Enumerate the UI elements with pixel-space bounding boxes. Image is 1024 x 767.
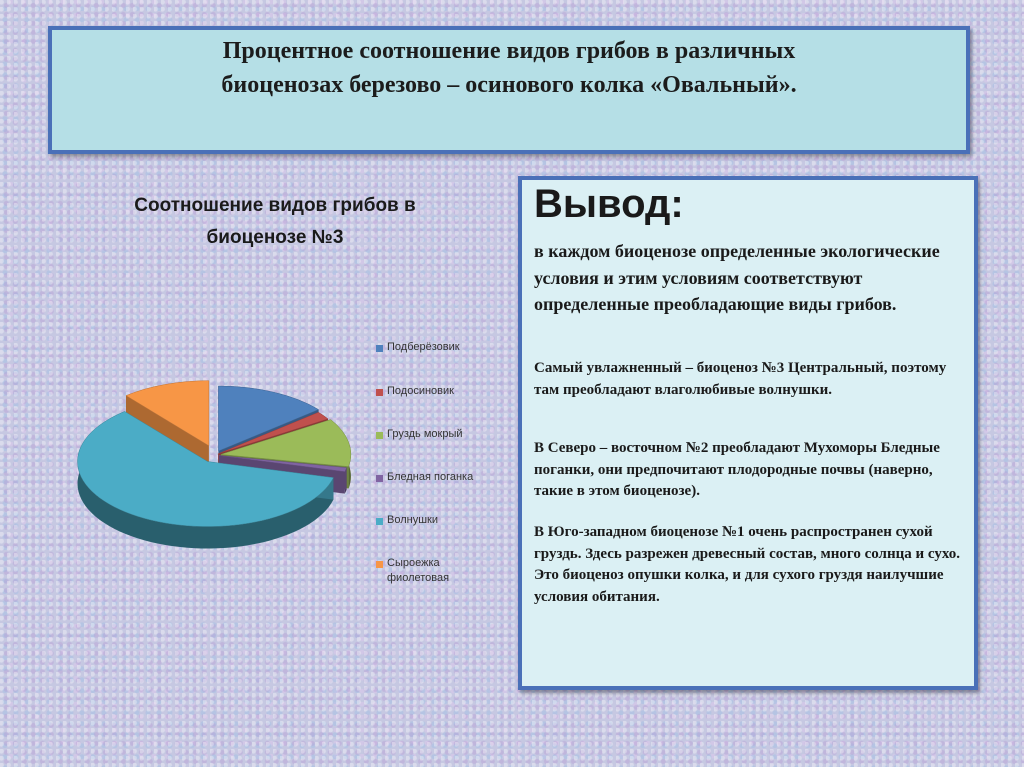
- chart-title-line2: биоценозе №3: [206, 227, 344, 248]
- slide-title-line2: биоценозах березово – осинового колка «Овальный».: [221, 72, 797, 98]
- slide-title-line1: Процентное соотношение видов грибов в различных: [222, 38, 796, 64]
- conclusion-paragraph-1: в каждом биоценозе определенные экологические условия и этим условиям соответствуют определенные преобладающие виды грибов.: [534, 241, 940, 314]
- legend-swatch: [376, 561, 383, 568]
- legend-label: Бледная поганка: [387, 471, 474, 483]
- conclusion-box: [518, 176, 978, 690]
- conclusion-paragraph-2: Самый увлажненный – биоценоз №3 Центральный, поэтому там преобладают влаголюбивые волнушки.: [534, 360, 947, 398]
- legend-swatch: [376, 389, 383, 396]
- chart-title-line1: Соотношение видов грибов в: [134, 195, 416, 216]
- legend-label: Груздь мокрый: [387, 428, 463, 440]
- legend-swatch: [376, 432, 383, 439]
- legend-label: Подосиновик: [387, 385, 454, 397]
- legend-label: Сыроежка фиолетовая: [387, 557, 450, 584]
- conclusion-paragraph-3: В Северо – восточном №2 преобладают Мухоморы Бледные поганки, они предпочитают плодородные почвы (наверно, такие в этом биоценозе).: [534, 440, 940, 499]
- conclusion-heading: Вывод:: [534, 182, 684, 226]
- legend-swatch: [376, 475, 383, 482]
- legend-swatch: [376, 518, 383, 525]
- legend-label: Волнушки: [387, 514, 438, 526]
- conclusion-paragraph-4: В Юго-западном биоценозе №1 очень распространен сухой груздь. Здесь разрежен древесный состав, много солнца и сухо. Это биоценоз опушки колка, и для сухого груздя наилучшие условия обитания.: [534, 524, 961, 605]
- legend-swatch: [376, 345, 383, 352]
- legend-label: Подберёзовик: [387, 341, 460, 353]
